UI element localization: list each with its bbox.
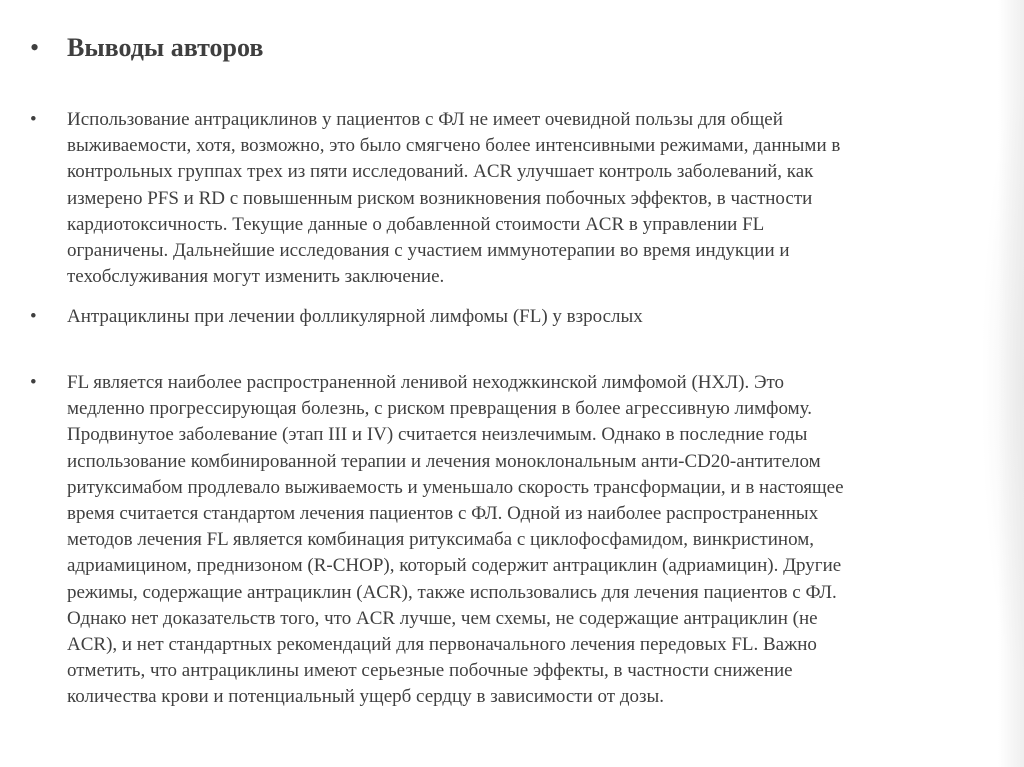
text-line: использование комбинированной терапии и лечения моноклональным анти-CD20-антителом — [67, 450, 821, 472]
text-line: количества крови и потенциальный ущерб сердцу в зависимости от дозы. — [67, 686, 665, 708]
title-row — [30, 31, 1000, 65]
bullet-item-background — [30, 370, 1000, 711]
text-line: медленно прогрессирующая болезнь, с риском превращения в более агрессивную лимфому. — [67, 398, 813, 420]
text-line: методов лечения FL является комбинация ритуксимаба с циклофосфамидом, винкристином, — [67, 529, 814, 551]
text-line: ограничены. Дальнейшие исследования с участием иммунотерапии во время индукции и — [67, 240, 790, 262]
bullet-item-conclusions — [30, 107, 1000, 290]
text-line: режимы, содержащие антрациклин (ACR), также использовались для лечения пациентов с ФЛ. — [67, 581, 837, 603]
text-line: выживаемости, хотя, возможно, это было смягчено более интенсивными режимами, данными в — [67, 135, 841, 157]
text-line: время считается стандартом лечения пациентов с ФЛ. Одной из наиболее распространенных — [67, 503, 819, 525]
slide-title: Выводы авторов — [67, 33, 264, 62]
text-line: Использование антрациклинов у пациентов с ФЛ не имеет очевидной пользы для общей — [67, 109, 783, 130]
text-line: ритуксимабом продлевало выживаемость и уменьшало скорость трансформации, и в настоящее — [67, 476, 844, 498]
text-line: FL является наиболее распространенной ленивой неходжкинской лимфомой (НХЛ). Это — [67, 372, 785, 393]
text-line: кардиотоксичность. Текущие данные о добавленной стоимости ACR в управлении FL — [67, 213, 765, 235]
bullet-text — [67, 304, 1000, 330]
bullet-marker: • — [30, 306, 37, 327]
text-line: Продвинутое заболевание (этап III и IV) считается неизлечимым. Однако в последние годы — [67, 424, 808, 446]
text-line: техобслуживания могут изменить заключение. — [67, 266, 445, 288]
text-line: Однако нет доказательств того, что ACR лучше, чем схемы, не содержащие антрациклин (не — [67, 607, 818, 629]
title-bullet: • — [30, 33, 40, 62]
bullet-text — [67, 370, 1000, 711]
bullet-item-subtitle — [30, 304, 1000, 330]
text-line: отметить, что антрациклины имеют серьезные побочные эффекты, в частности снижение — [67, 660, 793, 682]
text-line: Антрациклины при лечении фолликулярной лимфомы (FL) у взрослых — [67, 306, 643, 327]
text-line: измерено PFS и RD с повышенным риском возникновения побочных эффектов, в частности — [67, 187, 813, 209]
bullet-marker: • — [30, 372, 37, 393]
text-line: контрольных группах трех из пяти исследований. ACR улучшает контроль заболеваний, как — [67, 161, 814, 183]
page-edge-gradient — [998, 0, 1024, 767]
text-line: адриамицином, преднизоном (R-CHOP), который содержит антрациклин (адриамицин). Другие — [67, 555, 842, 577]
text-line: ACR), и нет стандартных рекомендаций для первоначального лечения передовых FL. Важно — [67, 634, 817, 656]
bullet-marker: • — [30, 109, 37, 130]
bullet-text — [67, 107, 1000, 290]
